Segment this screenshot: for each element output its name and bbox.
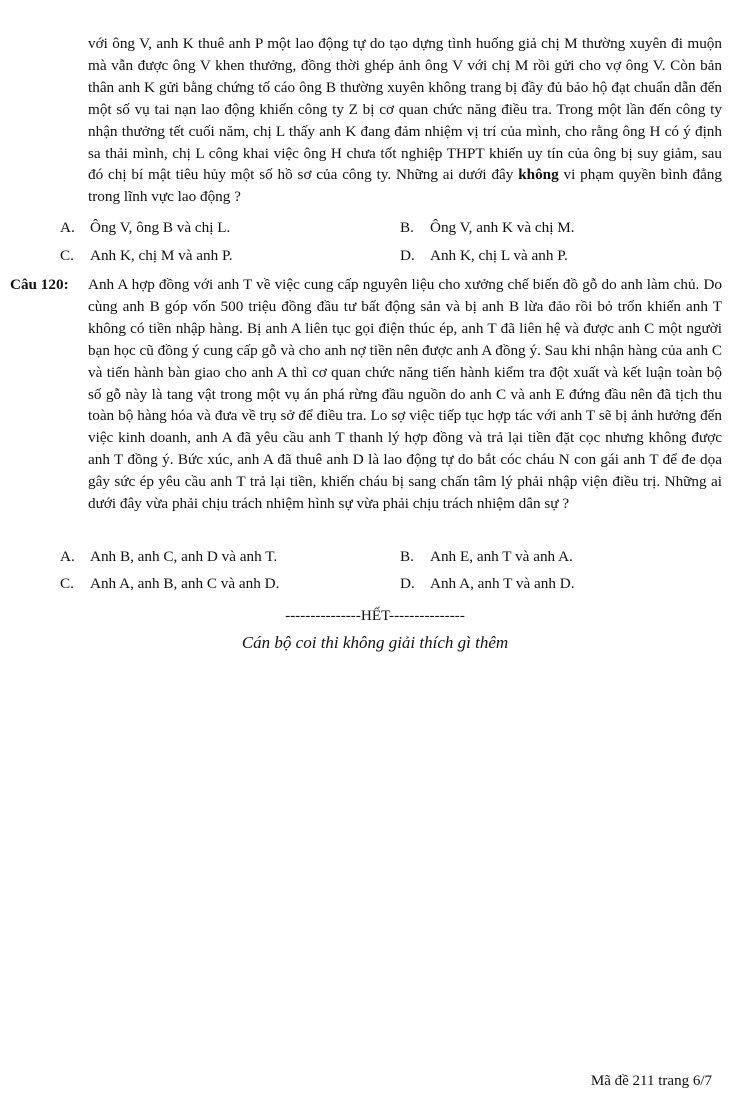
q120-option-c[interactable] [60,574,279,594]
option-letter: B. [400,219,414,236]
q120-option-a[interactable] [60,547,277,567]
option-letter: D. [400,575,415,592]
option-letter: A. [60,548,75,565]
q120-option-b[interactable] [400,547,573,567]
q119-option-d[interactable] [400,246,568,266]
q120-option-d[interactable] [400,574,575,594]
proctor-note: Cán bộ coi thi không giải thích gì thêm [241,633,509,652]
option-text: Ông V, anh K và chị M. [430,219,575,236]
option-text: Anh A, anh B, anh C và anh D. [90,575,280,592]
q119-text-part2: vi phạm quyền bình đẳng trong lĩnh vực lao động ? [88,166,722,206]
q119-text-part1: với ông V, anh K thuê anh P một lao động tự do tạo dựng tình huống giả chị M thường xuyên đi muộn mà vẫn được ông V khen thưởng, đồng thời ghép ảnh ông V với chị M rồi gửi cho vợ ông V. Còn bản thân anh K gửi bằng chứng tố cáo ông B thường xuyên không trang bị đầy đủ bảo hộ đạt chuẩn dẫn đến một số vụ tai nạn lao động khiến công ty Z bị cơ quan chức năng điều tra. Trong một lần đến công ty nhận thưởng tết cuối năm, chị L thấy anh K đang đảm nhiệm vị trí của mình, cho rằng ông H có ý định sa thải mình, chị L công khai việc ông H chưa tốt nghiệp THPT khiến uy tín của ông bị suy giảm, sau đó chị bí mật tiêu hủy một số hồ sơ của công ty. Những ai dưới đây [88,35,722,184]
option-letter: C. [60,575,74,592]
page-footer: Mã đề 211 trang 6/7 [590,1073,712,1089]
q119-bold-word: không [518,166,559,184]
q119-option-a[interactable] [60,218,230,238]
option-text: Ông V, ông B và chị L. [90,219,231,236]
question-119-continuation [88,33,722,208]
option-letter: D. [400,247,415,264]
q119-option-c[interactable] [60,246,233,266]
q119-option-b[interactable] [400,218,575,238]
option-text: Anh B, anh C, anh D và anh T. [90,548,278,565]
option-letter: A. [60,219,75,236]
option-text: Anh K, chị L và anh P. [430,247,568,264]
option-text: Anh A, anh T và anh D. [430,575,575,592]
end-marker: ---------------HẾT--------------- [285,607,465,624]
question-120-text: Anh A hợp đồng với anh T về việc cung cấp nguyên liệu cho xưởng chế biến đồ gỗ do anh làm chủ. Do cùng anh B góp vốn 500 triệu đồng đầu tư bất động sản và bị anh B lừa đảo rồi bỏ trốn khiến anh T không có tiền nhập hàng. Bị anh A liên tục gọi điện thúc ép, anh T đã liên hệ và được anh C một người bạn học cũ đồng ý cung cấp gỗ và cho anh nợ tiền nên được anh A đồng ý. Sau khi nhận hàng của anh C và tiến hành bàn giao cho anh A thì cơ quan chức năng tiến hành kiểm tra đột xuất và kết luận toàn bộ số gỗ này là tang vật trong một vụ án phá rừng đầu nguồn do anh C và anh E đứng đầu nên đã tịch thu toàn bộ hàng hóa và đưa về trụ sở để điều tra. Lo sợ việc tiếp tục hợp tác với anh T sẽ bị ảnh hưởng đến việc kinh doanh, anh A đã yêu cầu anh T thanh lý hợp đồng và trả lại tiền đặt cọc nhưng không được anh T đồng ý. Bức xúc, anh A đã thuê anh D là lao động tự do bắt cóc cháu N con gái anh T để đe dọa gây sức ép yêu cầu anh T trả lại tiền, khiến cháu bị sang chấn tâm lý phải nhập viện điều trị. Những ai dưới đây vừa phải chịu trách nhiệm hình sự vừa phải chịu trách nhiệm dân sự ? [88,276,722,513]
option-letter: B. [400,548,414,565]
question-120-label: Câu 120: [10,276,69,293]
option-text: Anh E, anh T và anh A. [430,548,573,565]
option-text: Anh K, chị M và anh P. [90,247,233,264]
option-letter: C. [60,247,74,264]
